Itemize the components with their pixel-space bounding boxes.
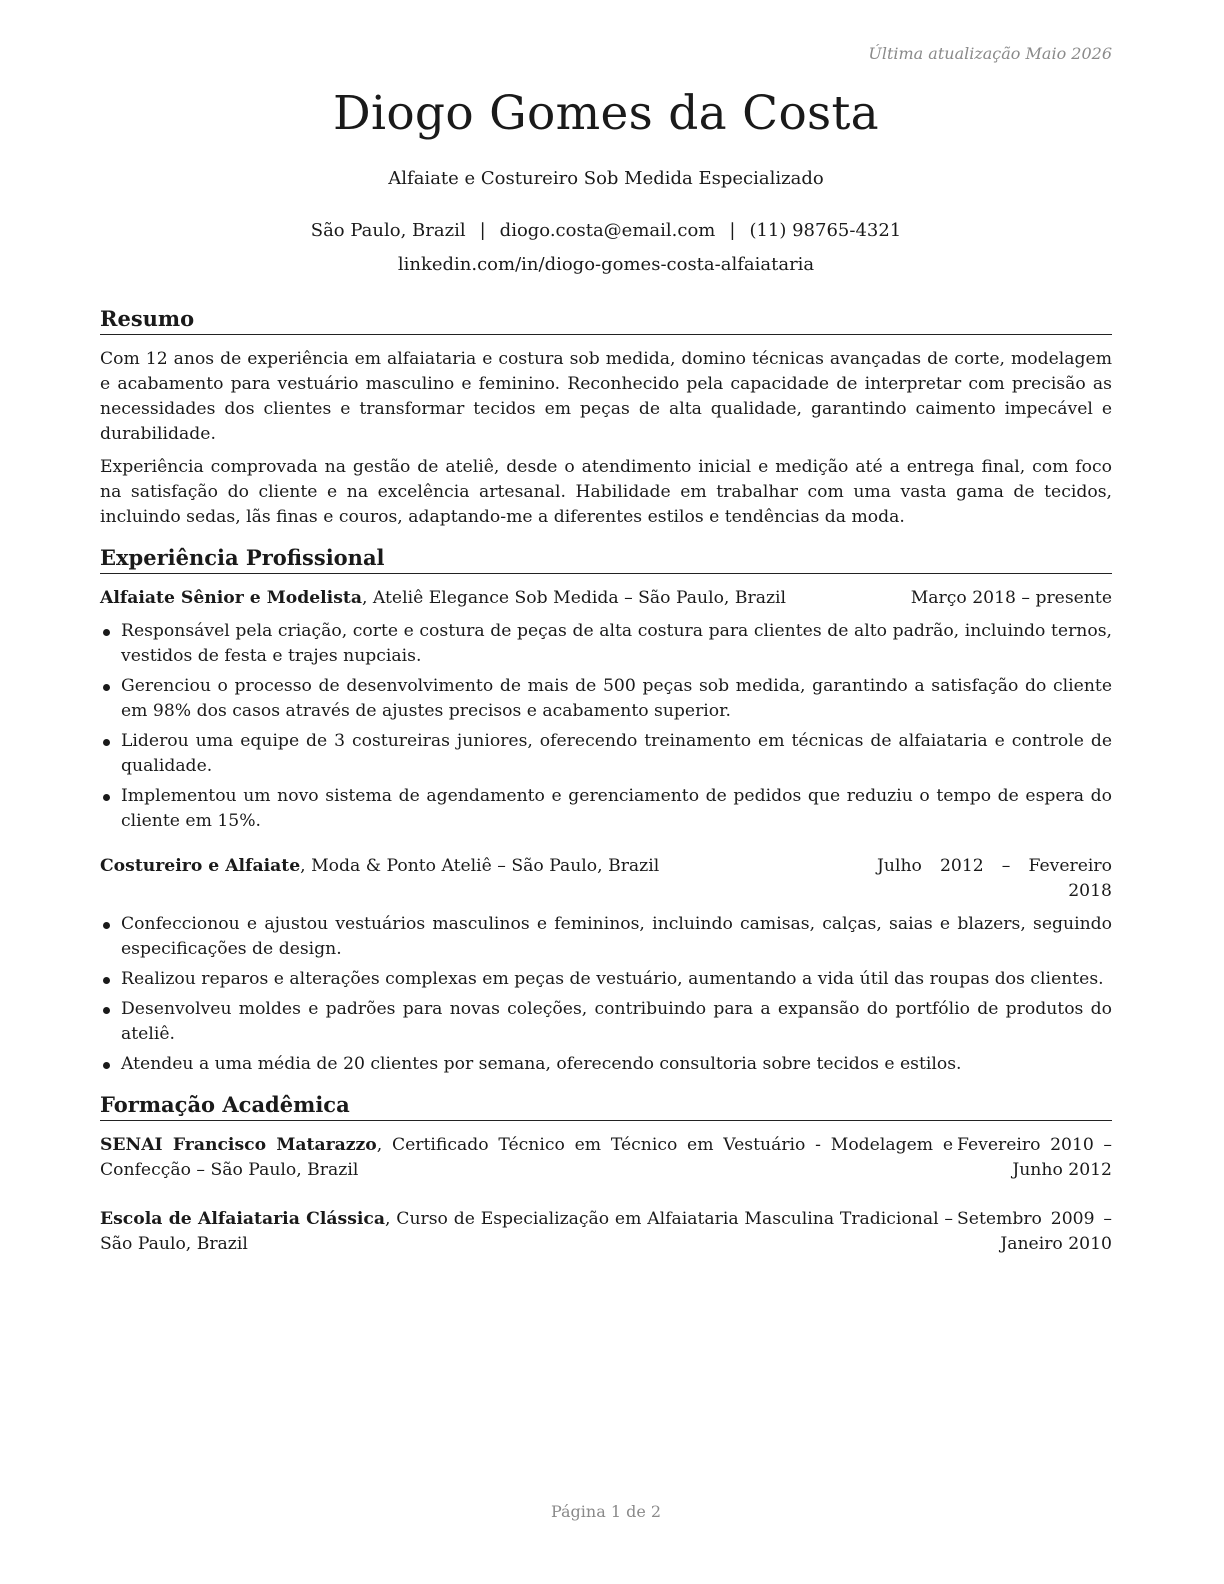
- education-school: SENAI Francisco Matarazzo: [100, 1135, 377, 1155]
- job-bullet: [100, 619, 1112, 669]
- summary-section: [100, 305, 1112, 530]
- bullet-icon: [103, 1007, 110, 1014]
- section-title-experience: Experiência Profissional: [100, 544, 1112, 574]
- contact-email[interactable]: diogo.costa@email.com: [499, 220, 716, 241]
- bullet-icon: [103, 922, 110, 929]
- resume-page: [100, 0, 1112, 1584]
- section-title-summary: Resumo: [100, 305, 1112, 335]
- education-dates: Setembro 2009 – Janeiro 2010: [957, 1209, 1112, 1254]
- job-bullet-text: Gerenciou o processo de desenvolvimento de mais de 500 peças sob medida, garantindo a satisfação do cliente em 98% dos casos através de ajustes precisos e acabamento superior.: [121, 676, 1112, 721]
- job-entry: [100, 586, 1112, 834]
- contact-linkedin[interactable]: linkedin.com/in/diogo-gomes-costa-alfaiataria: [397, 254, 815, 275]
- summary-paragraph: Com 12 anos de experiência em alfaiataria e costura sob medida, domino técnicas avançadas de corte, modelagem e acabamento para vestuário masculino e feminino. Reconhecido pela capacidade de interpretar com precisão as necessidades dos clientes e transformar tecidos em peças de alta qualidade, garantindo caimento impecável e durabilidade.: [100, 349, 1112, 444]
- contact-row: [100, 220, 1112, 241]
- job-bullet: [100, 967, 1112, 992]
- education-detail: , Curso de Especialização em Alfaiataria Masculina Tradicional – São Paulo, Brazil: [100, 1209, 953, 1254]
- job-dates: Julho 2012 – Fevereiro 2018: [877, 856, 1112, 901]
- job-company: , Ateliê Elegance Sob Medida – São Paulo, Brazil: [361, 588, 786, 608]
- experience-section: [100, 544, 1112, 1077]
- education-dates: Fevereiro 2010 – Junho 2012: [957, 1135, 1112, 1180]
- job-role: Alfaiate Sênior e Modelista: [100, 588, 362, 608]
- job-bullet: [100, 1052, 1112, 1077]
- summary-paragraph: Experiência comprovada na gestão de ateliê, desde o atendimento inicial e medição até a entrega final, com foco na satisfação do cliente e na excelência artesanal. Habilidade em trabalhar com uma vasta gama de tecidos, incluindo sedas, lãs finas e couros, adaptando-me a diferentes estilos e tendências da moda.: [100, 457, 1112, 527]
- job-bullet: [100, 912, 1112, 962]
- contact-phone: (11) 98765-4321: [749, 220, 902, 241]
- job-header: [100, 854, 1112, 904]
- resume-content: [100, 305, 1112, 1281]
- job-bullet-text: Realizou reparos e alterações complexas em peças de vestuário, aumentando a vida útil das roupas dos clientes.: [121, 969, 1104, 989]
- bullet-icon: [103, 977, 110, 984]
- job-bullets: [100, 912, 1112, 1077]
- bullet-icon: [103, 629, 110, 636]
- candidate-headline: Alfaiate e Costureiro Sob Medida Especializado: [388, 168, 824, 189]
- candidate-name: Diogo Gomes da Costa: [333, 86, 879, 141]
- section-title-education: Formação Acadêmica: [100, 1091, 1112, 1121]
- job-bullet: [100, 729, 1112, 779]
- job-bullets: [100, 619, 1112, 834]
- education-entry: [100, 1133, 1112, 1183]
- job-bullet: [100, 997, 1112, 1047]
- contact-separator: |: [479, 220, 486, 241]
- job-bullet-text: Atendeu a uma média de 20 clientes por semana, oferecendo consultoria sobre tecidos e estilos.: [121, 1054, 962, 1074]
- job-bullet-text: Desenvolveu moldes e padrões para novas coleções, contribuindo para a expansão do portfólio de produtos do ateliê.: [121, 999, 1112, 1044]
- job-bullet: [100, 784, 1112, 834]
- job-company: , Moda & Ponto Ateliê – São Paulo, Brazil: [300, 856, 660, 876]
- job-role: Costureiro e Alfaiate: [100, 856, 301, 876]
- contact-location: São Paulo, Brazil: [310, 220, 466, 241]
- bullet-icon: [103, 1062, 110, 1069]
- job-bullet-text: Implementou um novo sistema de agendamento e gerenciamento de pedidos que reduziu o tempo de espera do cliente em 15%.: [121, 786, 1112, 831]
- job-entry: [100, 854, 1112, 1077]
- page-number: Página 1 de 2: [550, 1502, 662, 1521]
- education-entry: [100, 1207, 1112, 1257]
- job-header: [100, 586, 1112, 611]
- bullet-icon: [103, 739, 110, 746]
- bullet-icon: [103, 794, 110, 801]
- job-bullet: [100, 674, 1112, 724]
- education-school: Escola de Alfaiataria Clássica: [100, 1209, 386, 1229]
- contact-separator: |: [729, 220, 736, 241]
- job-dates: Março 2018 – presente: [910, 588, 1112, 608]
- job-bullet-text: Confeccionou e ajustou vestuários masculinos e femininos, incluindo camisas, calças, saias e blazers, seguindo especificações de design.: [121, 914, 1112, 959]
- education-detail: , Certificado Técnico em Técnico em Vestuário - Modelagem e Confecção – São Paulo, Brazil: [100, 1135, 953, 1180]
- job-bullet-text: Liderou uma equipe de 3 costureiras juniores, oferecendo treinamento em técnicas de alfaiataria e controle de qualidade.: [121, 731, 1112, 776]
- last-updated-note: Última atualização Maio 2026: [868, 44, 1112, 63]
- bullet-icon: [103, 684, 110, 691]
- job-bullet-text: Responsável pela criação, corte e costura de peças de alta costura para clientes de alto padrão, incluindo ternos, vestidos de festa e trajes nupciais.: [121, 621, 1112, 666]
- education-section: [100, 1091, 1112, 1257]
